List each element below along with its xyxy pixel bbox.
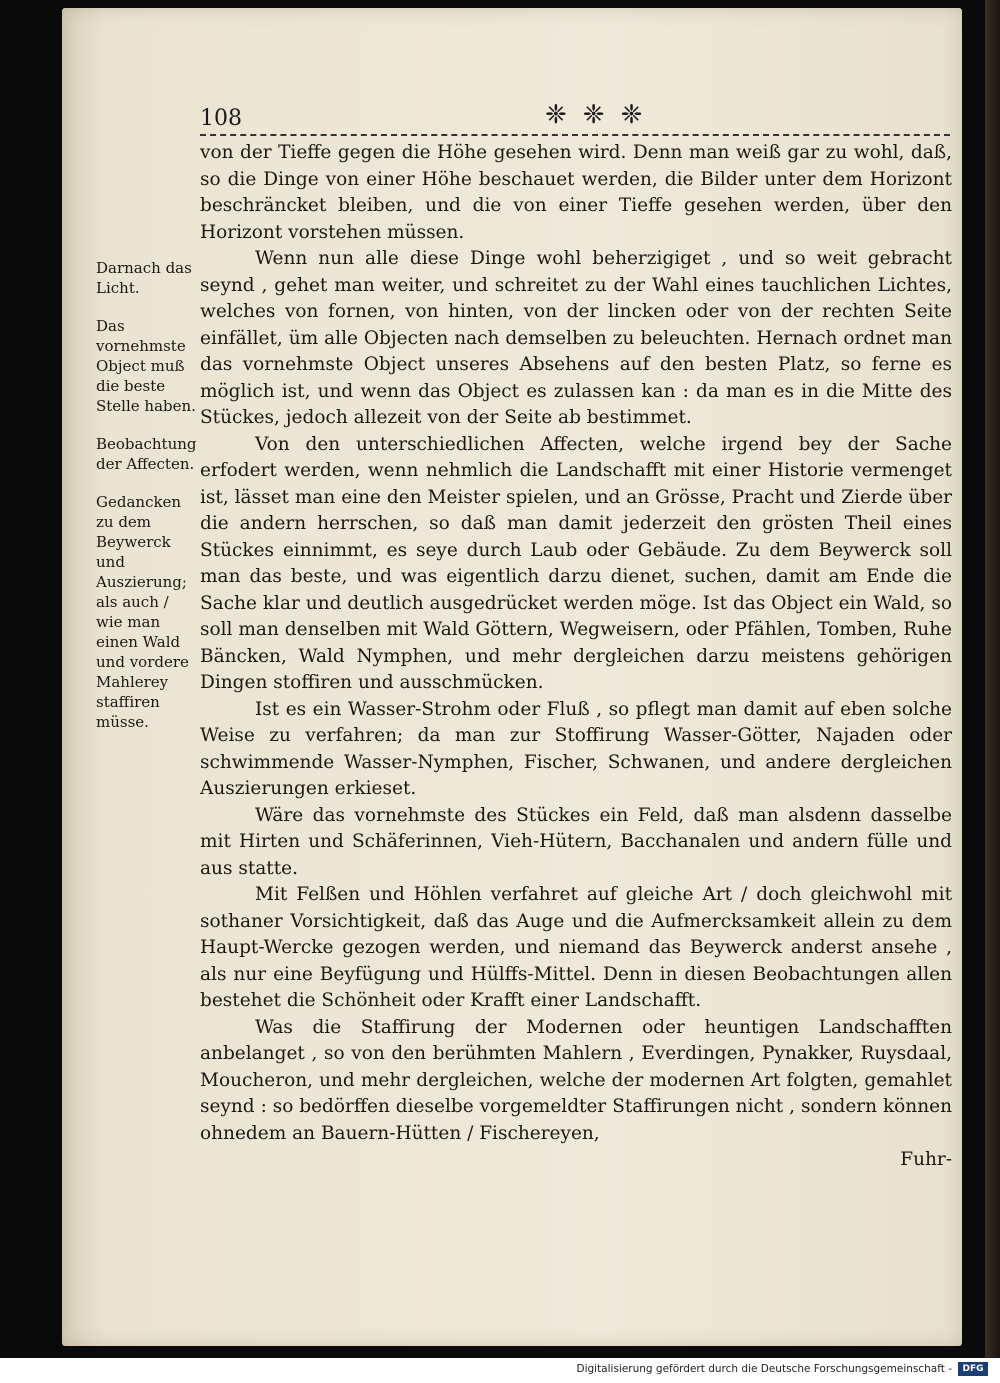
paragraph: Wenn nun alle diese Dinge wohl beherzigiget , und so weit gebracht seynd , gehet man weiter, und schreitet zu der Wahl eines tauchlichen Lichtes, welches von fornen, von hinten, von der lincken oder von der rechten Seite einfället, üm alle Objecten nach demselben zu beleuchten. Hernach ordnet man das vornehmste Object unseres Absehens auf den besten Platz, so ferne es möglich ist, und wenn das Object es zulassen kan : da man es in die Mitte des Stückes, jedoch allezeit von der Seite ab bestimmet. <box>200 248 952 428</box>
paragraph: Von den unterschiedlichen Affecten, welche irgend bey der Sache erfodert werden, wenn nehmlich die Landschafft mit einer Historie vermenget ist, lässet man eine den Meister spielen, und an Grösse, Pracht und Zierde über die andern herrschen, so daß man damit jederzeit den grösten Theil eines Stückes einnimmt, es seye durch Laub oder Gebäude. Zu dem Beywerck soll man das beste, und was eigentlich darzu dienet, suchen, damit am Ende die Sache klar und deutlich ausgedrücket werden möge. Ist das Object ein Wald, so soll man denselben mit Wald Göttern, Wegweisern, oder Pfählen, Tomben, Ruhe Bäncken, Wald Nymphen, und mehr dergleichen darzu meistens gehörigen Dingen stoffiren und ausschmücken. <box>200 433 952 693</box>
main-text <box>200 140 952 1174</box>
paragraph: Wäre das vornehmste des Stückes ein Feld, daß man alsdenn dasselbe mit Hirten und Schäferinnen, Vieh-Hütern, Bacchanalen und andern fülle und aus statte. <box>200 804 952 879</box>
margin-note: Beobachtung der Affecten. <box>96 435 197 473</box>
paragraph: von der Tieffe gegen die Höhe gesehen wird. Denn man weiß gar zu wohl, daß, so die Dinge von einer Höhe beschauet werden, die Bilder unter dem Horizont beschräncket bleiben, und die von einer Tieffe gesehen werden, über den Horizont vorstehen müssen. <box>200 142 952 243</box>
book-spine <box>985 0 1000 1358</box>
funding-credit: Digitalisierung gefördert durch die Deutsche Forschungsgemeinschaft - <box>576 1363 952 1375</box>
page-number: 108 <box>200 106 242 131</box>
margin-note: Das vornehmste Object muß die beste Stelle haben. <box>96 317 196 415</box>
margin-notes <box>96 258 196 750</box>
digitization-footer <box>0 1358 1000 1383</box>
header-ornament-icon: ❈❈❈ <box>545 100 659 130</box>
page-header <box>200 100 950 140</box>
margin-note: Gedancken zu dem Beywerck und Auszierung; als auch / wie man einen Wald und vordere Mahlerey staffiren müsse. <box>96 493 189 731</box>
paragraph: Was die Staffirung der Modernen oder heuntigen Landschafften anbelanget , so von den berühmten Mahlern , Everdingen, Pynakker, Ruysdaal, Moucheron, und mehr dergleichen, welche der modernen Art folgten, gemahlet seynd : so bedörffen dieselbe vorgemeldter Staffirungen nicht , sondern können ohnedem an Bauern-Hütten / Fischereyen, <box>200 1016 952 1144</box>
paragraph: Ist es ein Wasser-Strohm oder Fluß , so pflegt man damit auf eben solche Weise zu verfahren; da man zur Stoffirung Wasser-Götter, Najaden oder schwimmende Wasser-Nymphen, Fischer, Schwanen, und andere dergleichen Auszierungen erkieset. <box>200 698 952 799</box>
margin-note: Darnach das Licht. <box>96 259 192 297</box>
header-rule <box>200 134 950 136</box>
catchword: Fuhr- <box>900 1149 952 1170</box>
dfg-logo-icon: DFG <box>958 1362 988 1376</box>
paragraph: Mit Felßen und Höhlen verfahret auf gleiche Art / doch gleichwohl mit sothaner Vorsichtigkeit, daß das Auge und die Aufmercksamkeit allein zu dem Haupt-Wercke gezogen werden, und niemand das Beywerck anderst ansehe , als nur eine Beyfügung und Hülffs-Mittel. Denn in diesen Beobachtungen allen bestehet die Schönheit oder Krafft einer Landschafft. <box>200 884 952 1011</box>
